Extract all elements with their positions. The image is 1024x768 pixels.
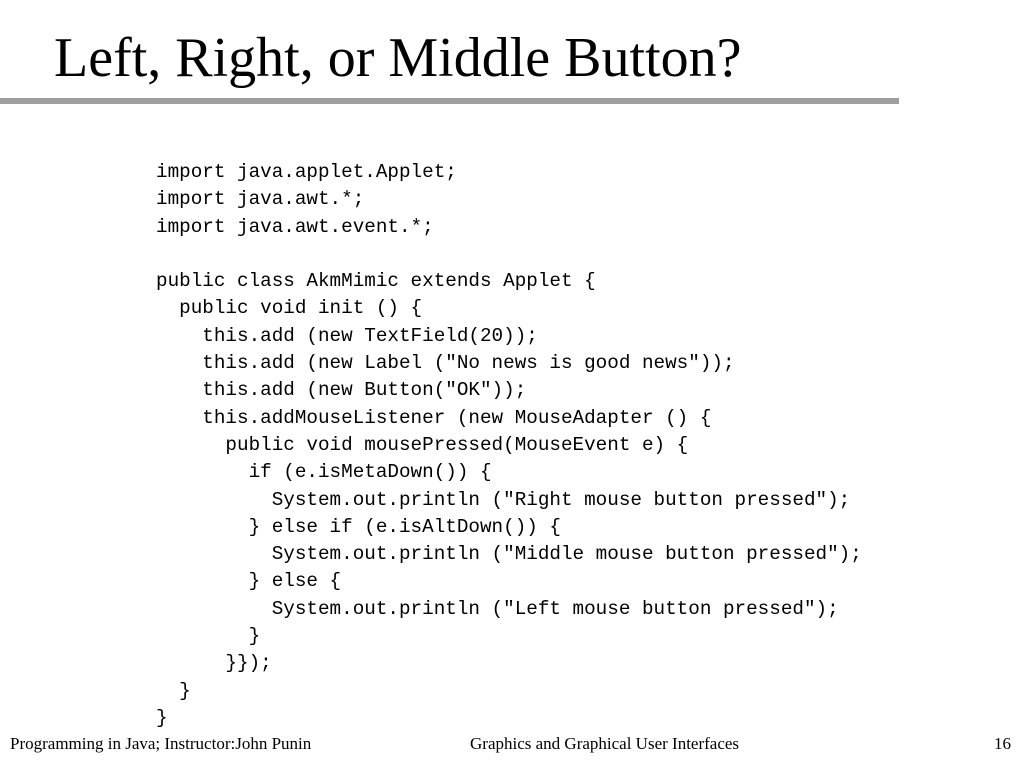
code-line: this.add (new TextField(20)); <box>156 324 538 347</box>
code-line: this.add (new Label ("No news is good news")); <box>156 352 735 375</box>
code-line: System.out.println ("Middle mouse button pressed"); <box>156 543 862 566</box>
code-line: } else { <box>156 570 342 593</box>
code-line: System.out.println ("Right mouse button pressed"); <box>156 488 851 511</box>
code-line: } <box>156 679 191 702</box>
code-line: import java.awt.*; <box>156 188 365 211</box>
code-line: public void mousePressed(MouseEvent e) { <box>156 433 689 456</box>
code-line <box>156 241 862 268</box>
code-line: import java.applet.Applet; <box>156 161 457 183</box>
code-line: } else if (e.isAltDown()) { <box>156 515 561 538</box>
code-line: public void init () { <box>156 297 423 320</box>
footer-course-instructor: Programming in Java; Instructor:John Punin <box>10 734 312 753</box>
code-line: public class AkmMimic extends Applet { <box>156 270 596 293</box>
slide-number: 16 <box>994 734 1011 753</box>
footer-topic: Graphics and Graphical User Interfaces <box>470 734 740 753</box>
code-block <box>156 159 862 732</box>
code-line: System.out.println ("Left mouse button pressed"); <box>156 597 839 620</box>
slide-title: Left, Right, or Middle Button? <box>54 27 742 89</box>
code-line: }}); <box>156 652 272 675</box>
code-line: this.addMouseListener (new MouseAdapter () { <box>156 406 712 429</box>
code-line: this.add (new Button("OK")); <box>156 379 527 402</box>
code-line: if (e.isMetaDown()) { <box>156 461 492 484</box>
title-underline <box>0 98 899 104</box>
code-line: } <box>156 706 168 729</box>
code-line: } <box>156 625 261 648</box>
code-line: import java.awt.event.*; <box>156 215 434 238</box>
